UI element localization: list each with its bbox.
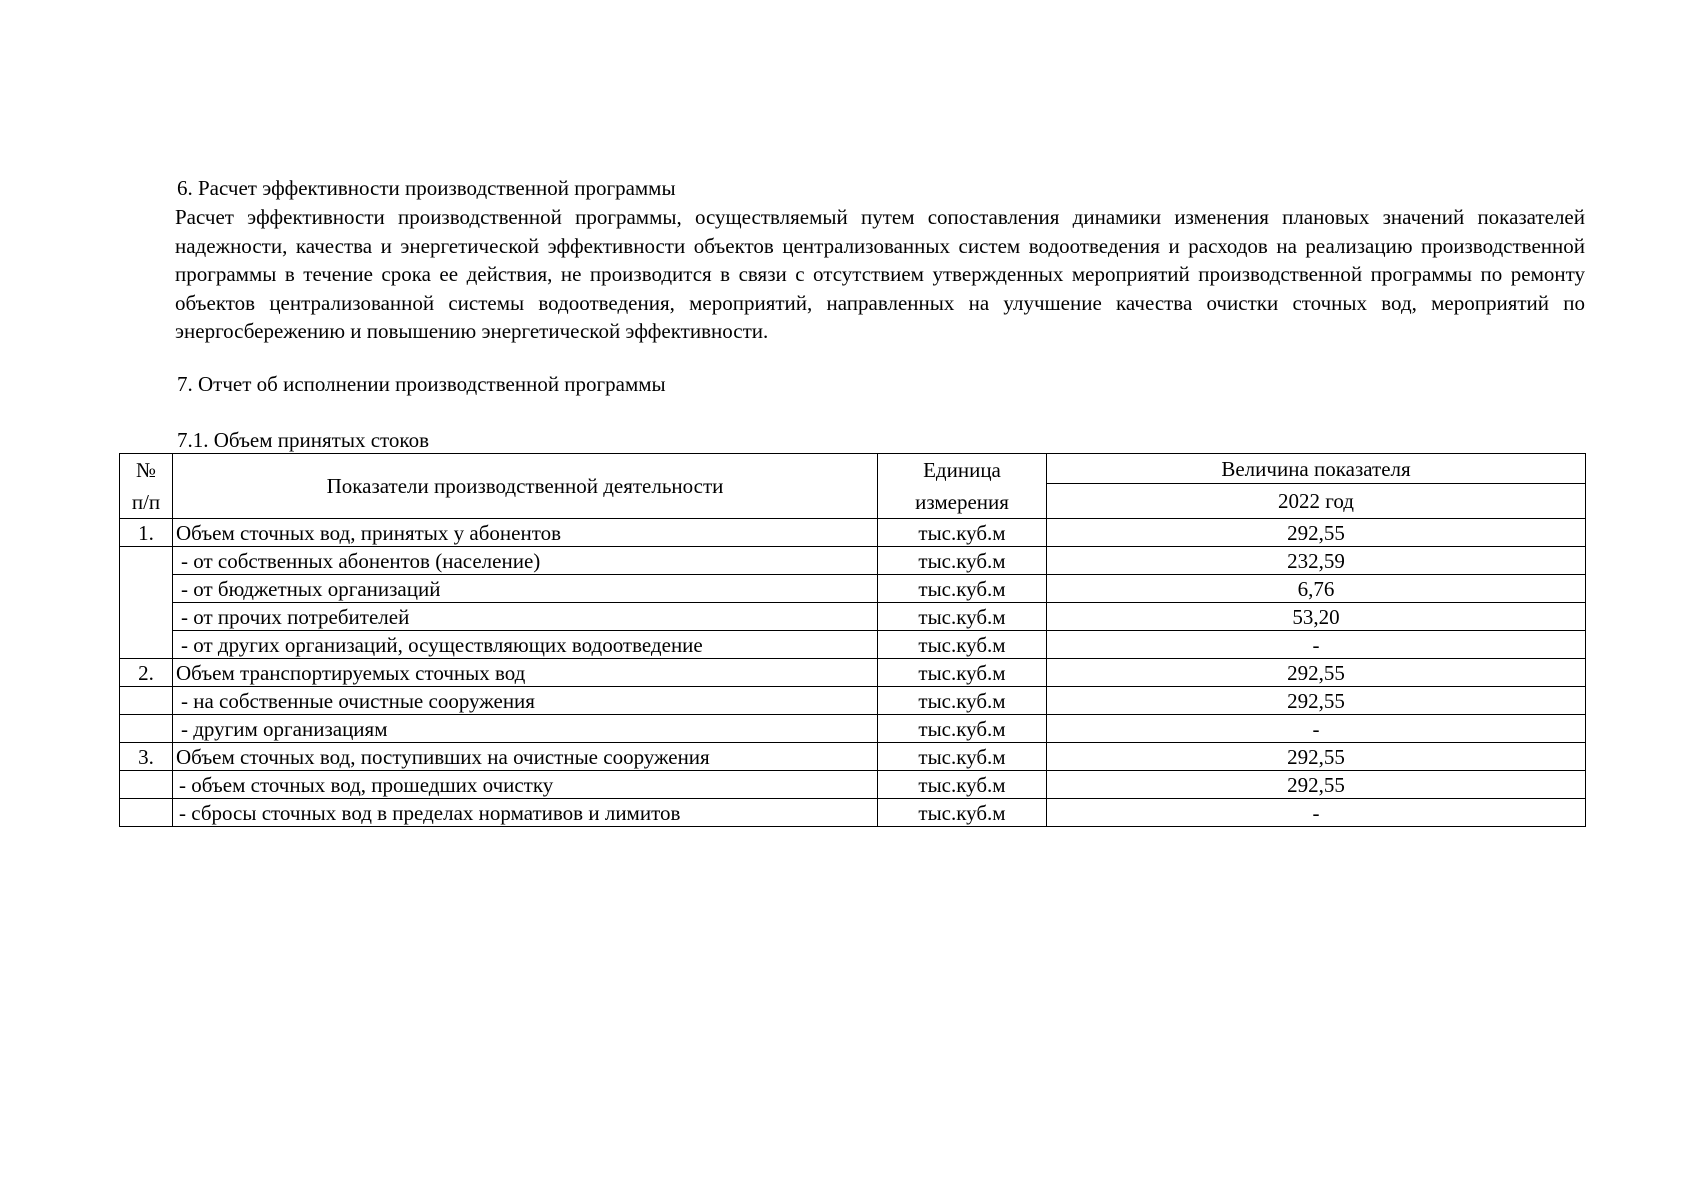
row-unit: тыс.куб.м — [878, 659, 1047, 687]
table-body — [120, 519, 1586, 827]
row-name: - сбросы сточных вод в пределах нормативов и лимитов — [173, 799, 878, 827]
row-num-group — [120, 547, 173, 659]
row-num: 2. — [120, 659, 173, 687]
section-6-title: 6. Расчет эффективности производственной программы — [177, 176, 676, 200]
row-value: - — [1047, 799, 1586, 827]
header-unit-line1: Единица — [923, 458, 1001, 482]
table-row — [120, 715, 1586, 743]
row-num — [120, 771, 173, 799]
row-name: Объем сточных вод, поступивших на очистные сооружения — [173, 743, 878, 771]
row-unit: тыс.куб.м — [878, 715, 1047, 743]
table-row — [120, 575, 1586, 603]
header-num-symbol: № — [135, 458, 157, 482]
header-num-abbr: п/п — [131, 490, 161, 514]
row-unit: тыс.куб.м — [878, 771, 1047, 799]
row-num: 1. — [120, 519, 173, 547]
row-num — [120, 715, 173, 743]
row-num — [120, 687, 173, 715]
row-name: - от прочих потребителей — [173, 603, 878, 631]
row-name: - другим организациям — [173, 715, 878, 743]
sewage-volume-table — [119, 453, 1586, 827]
row-name: - от других организаций, осуществляющих водоотведение — [173, 631, 878, 659]
row-unit: тыс.куб.м — [878, 603, 1047, 631]
table-row — [120, 799, 1586, 827]
header-year-cell: 2022 год — [1047, 484, 1586, 519]
row-unit: тыс.куб.м — [878, 687, 1047, 715]
row-unit: тыс.куб.м — [878, 519, 1047, 547]
row-unit: тыс.куб.м — [878, 743, 1047, 771]
row-unit: тыс.куб.м — [878, 547, 1047, 575]
row-name: Объем сточных вод, принятых у абонентов — [173, 519, 878, 547]
table-row — [120, 687, 1586, 715]
row-unit: тыс.куб.м — [878, 799, 1047, 827]
header-row-1 — [120, 454, 1586, 484]
row-num — [120, 799, 173, 827]
row-name: - на собственные очистные сооружения — [173, 687, 878, 715]
header-value-cell: Величина показателя — [1047, 454, 1586, 484]
row-value: 53,20 — [1047, 603, 1586, 631]
row-value: 292,55 — [1047, 659, 1586, 687]
row-name: - от собственных абонентов (население) — [173, 547, 878, 575]
row-value: 232,59 — [1047, 547, 1586, 575]
row-num: 3. — [120, 743, 173, 771]
table-row — [120, 659, 1586, 687]
table-row — [120, 631, 1586, 659]
table-header — [120, 454, 1586, 519]
row-value: - — [1047, 715, 1586, 743]
row-name: - от бюджетных организаций — [173, 575, 878, 603]
row-value: 292,55 — [1047, 771, 1586, 799]
row-unit: тыс.куб.м — [878, 631, 1047, 659]
header-num-cell — [120, 454, 173, 519]
row-value: 292,55 — [1047, 743, 1586, 771]
header-unit-cell — [878, 454, 1047, 519]
header-unit-line2: измерения — [915, 490, 1009, 514]
row-name: - объем сточных вод, прошедших очистку — [173, 771, 878, 799]
table-row — [120, 743, 1586, 771]
row-value: 292,55 — [1047, 519, 1586, 547]
row-value: - — [1047, 631, 1586, 659]
header-name-cell: Показатели производственной деятельности — [173, 454, 878, 519]
section-7-title: 7. Отчет об исполнении производственной программы — [177, 372, 666, 396]
section-6-paragraph: Расчет эффективности производственной программы, осуществляемый путем сопоставления динамики изменения плановых значений показателей надежности, качества и энергетической эффективности объектов централизованных систем водоотведения и расходов на реализацию производственной программы в течение срока ее действия, не производится в связи с отсутствием утвержденных мероприятий производственной программы по ремонту объектов централизованной системы водоотведения, мероприятий, направленных на улучшение качества очистки сточных вод, мероприятий по энергосбережению и повышению энергетической эффективности. — [175, 205, 1585, 344]
table-row — [120, 519, 1586, 547]
table-row — [120, 603, 1586, 631]
row-value: 6,76 — [1047, 575, 1586, 603]
table-row — [120, 547, 1586, 575]
row-name: Объем транспортируемых сточных вод — [173, 659, 878, 687]
row-value: 292,55 — [1047, 687, 1586, 715]
row-unit: тыс.куб.м — [878, 575, 1047, 603]
section-7-1-subtitle: 7.1. Объем принятых стоков — [177, 428, 429, 452]
table-row — [120, 771, 1586, 799]
